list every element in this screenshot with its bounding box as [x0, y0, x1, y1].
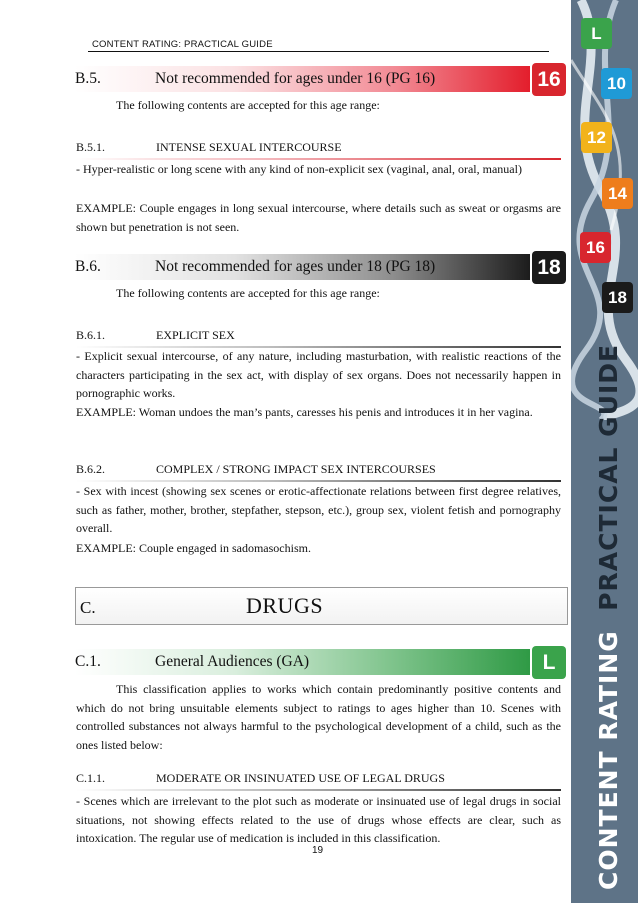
- section-intro: The following contents are accepted for this age range:: [116, 98, 380, 112]
- sidebar-badge-18: 18: [602, 282, 633, 313]
- sidebar-badge-16: 16: [580, 232, 611, 263]
- sidebar-badge-12: 12: [581, 122, 612, 153]
- subsection-code: B.6.2.: [76, 462, 106, 476]
- subsection-code: C.1.1.: [76, 771, 106, 785]
- section-title: General Audiences (GA): [155, 653, 310, 670]
- section-code: C.1.: [75, 653, 101, 670]
- subsection-code: B.5.1.: [76, 140, 106, 154]
- sidebar-badge-10: 10: [601, 68, 632, 99]
- section-title: Not recommended for ages under 18 (PG 18): [155, 258, 436, 275]
- section-code: B.5.: [75, 70, 101, 87]
- subsection-heading-c11: [76, 771, 561, 786]
- subsection-code: B.6.1.: [76, 328, 106, 342]
- section-heading-c1: [75, 649, 530, 675]
- vertical-title: [594, 344, 623, 890]
- sidebar-badge-l: L: [581, 18, 612, 49]
- paragraph: - Explicit sexual intercourse, of any nature, including masturbation, with realistic reactions of the characters participating in the sex act, with display of sex organs. Does not necessarily happen in pornographic works.: [76, 349, 561, 400]
- paragraph: - Sex with incest (showing sex scenes or erotic-affectionate relations between first degree relatives, such as father, mother, brother, stepfather, stepson, etc.), group sex, violent fetish and pornography overall.: [76, 484, 561, 535]
- chapter-heading-drugs: [75, 587, 568, 625]
- page-number: 19: [312, 845, 324, 856]
- subsection-heading-b61: [76, 328, 561, 343]
- rating-badge-16: 16: [532, 63, 566, 96]
- subsection-heading-b62: [76, 462, 561, 477]
- section-title: Not recommended for ages under 16 (PG 16): [155, 70, 436, 87]
- subsection-title: COMPLEX / STRONG IMPACT SEX INTERCOURSES: [156, 462, 436, 476]
- chapter-code: C.: [80, 598, 96, 617]
- subsection-title: INTENSE SEXUAL INTERCOURSE: [156, 140, 342, 154]
- section-heading-b6: [75, 254, 530, 280]
- subsection-title: EXPLICIT SEX: [156, 328, 235, 342]
- paragraph: - Scenes which are irrelevant to the plot such as moderate or insinuated use of legal drugs in social situations, not showing effects related to the use of drugs whose effects are clear, such as intoxication. The regular use of medication is included in this classification.: [76, 794, 561, 845]
- section-code: B.6.: [75, 258, 101, 275]
- example-paragraph: EXAMPLE: Couple engaged in sadomasochism.: [76, 541, 311, 555]
- subsection-heading-b51: [76, 140, 561, 155]
- section-heading-b5: [75, 66, 530, 92]
- section-intro: The following contents are accepted for this age range:: [116, 286, 380, 300]
- rating-badge-18: 18: [532, 251, 566, 284]
- subsection-title: MODERATE OR INSINUATED USE OF LEGAL DRUGS: [156, 771, 445, 785]
- running-header: CONTENT RATING: PRACTICAL GUIDE: [92, 39, 273, 50]
- example-paragraph: EXAMPLE: Couple engages in long sexual intercourse, where details such as sweat or orgasms are shown but penetration is not seen.: [76, 201, 561, 234]
- header-rule: [88, 51, 549, 52]
- vertical-title-part-1: CONTENT RATING: [594, 630, 623, 890]
- section-intro: This classification applies to works which contain predominantly positive contents and which do not bring unsuitable elements subject to ratings to ages higher than 10. Scenes with controlled substances not always harmful to the psychological development of a child, such as the ones listed below:: [76, 682, 561, 752]
- vertical-title-part-2: PRACTICAL GUIDE: [594, 343, 623, 611]
- sidebar-badge-14: 14: [602, 178, 633, 209]
- chapter-title: DRUGS: [246, 593, 324, 618]
- paragraph: - Hyper-realistic or long scene with any kind of non-explicit sex (vaginal, anal, oral, manual): [76, 162, 522, 176]
- example-paragraph: EXAMPLE: Woman undoes the man’s pants, caresses his penis and introduces it in her vagina.: [76, 405, 533, 419]
- rating-badge-l: L: [532, 646, 566, 679]
